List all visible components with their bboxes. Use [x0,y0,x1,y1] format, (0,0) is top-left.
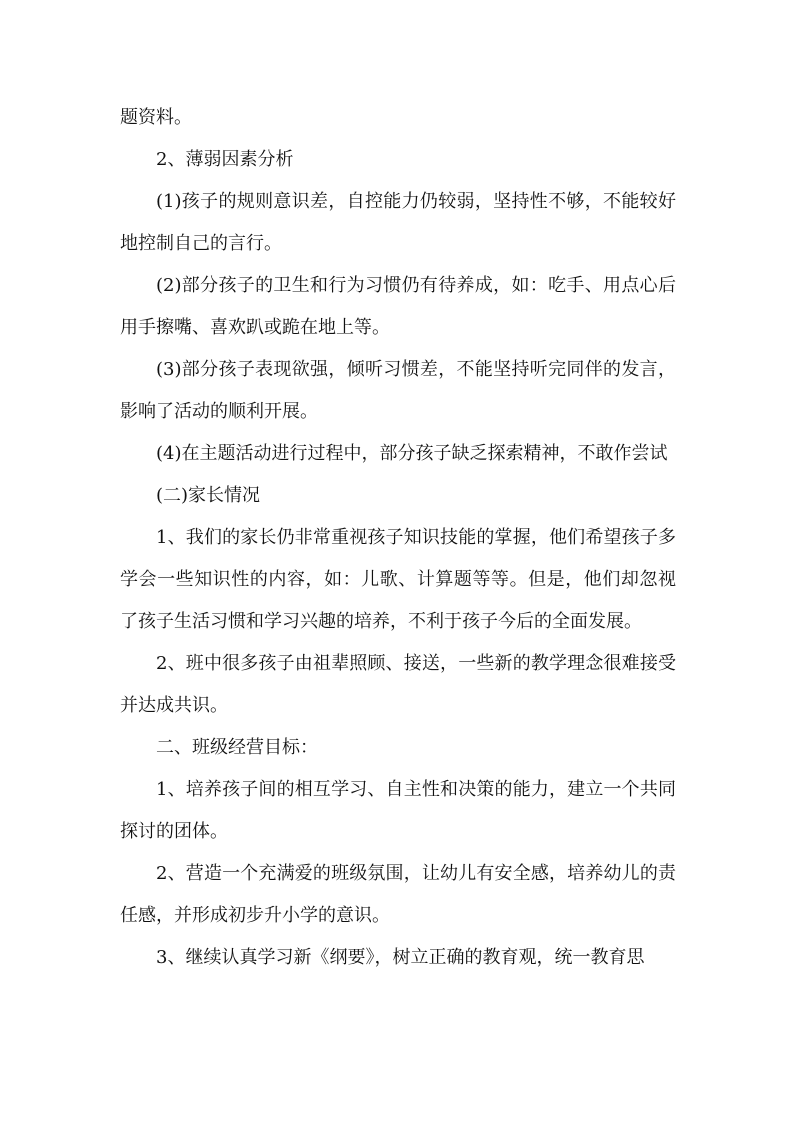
paragraph-goal-1: 1、培养孩子间的相互学习、自主性和决策的能力，建立一个共同探讨的团体。 [120,779,676,842]
paragraph-continued: 题资料。 [120,107,192,128]
paragraph-goal-2: 2、营造一个充满爱的班级氛围，让幼儿有安全感，培养幼儿的责任感，并形成初步升小学的意识。 [120,863,676,926]
paragraph-goal-3: 3、继续认真学习新《纲要》，树立正确的教育观，统一教育思 [156,947,645,968]
heading-parents-situation: (二)家长情况 [156,485,261,506]
paragraph-weak-factor-4: (4)在主题活动进行过程中，部分孩子缺乏探索精神，不敢作尝试 [156,443,668,464]
paragraph-weak-factor-1: (1)孩子的规则意识差，自控能力仍较弱，坚持性不够，不能较好地控制自己的言行。 [120,191,676,254]
paragraph-weak-factor-2: (2)部分孩子的卫生和行为习惯仍有待养成，如：吃手、用点心后用手擦嘴、喜欢趴或跪在地上等。 [120,275,676,338]
paragraph-parents-2: 2、班中很多孩子由祖辈照顾、接送，一些新的教学理念很难接受并达成共识。 [120,653,676,716]
paragraph-parents-1: 1、我们的家长仍非常重视孩子知识技能的掌握，他们希望孩子多学会一些知识性的内容，如：儿歌、计算题等等。但是，他们却忽视了孩子生活习惯和学习兴趣的培养，不利于孩子今后的全面发展。 [120,527,676,632]
paragraph-weak-factor-3: (3)部分孩子表现欲强，倾听习惯差，不能坚持听完同伴的发言，影响了活动的顺利开展。 [120,359,676,422]
document-body [120,97,676,979]
heading-weak-factors: 2、薄弱因素分析 [156,149,294,170]
heading-class-goals: 二、班级经营目标： [156,737,318,758]
